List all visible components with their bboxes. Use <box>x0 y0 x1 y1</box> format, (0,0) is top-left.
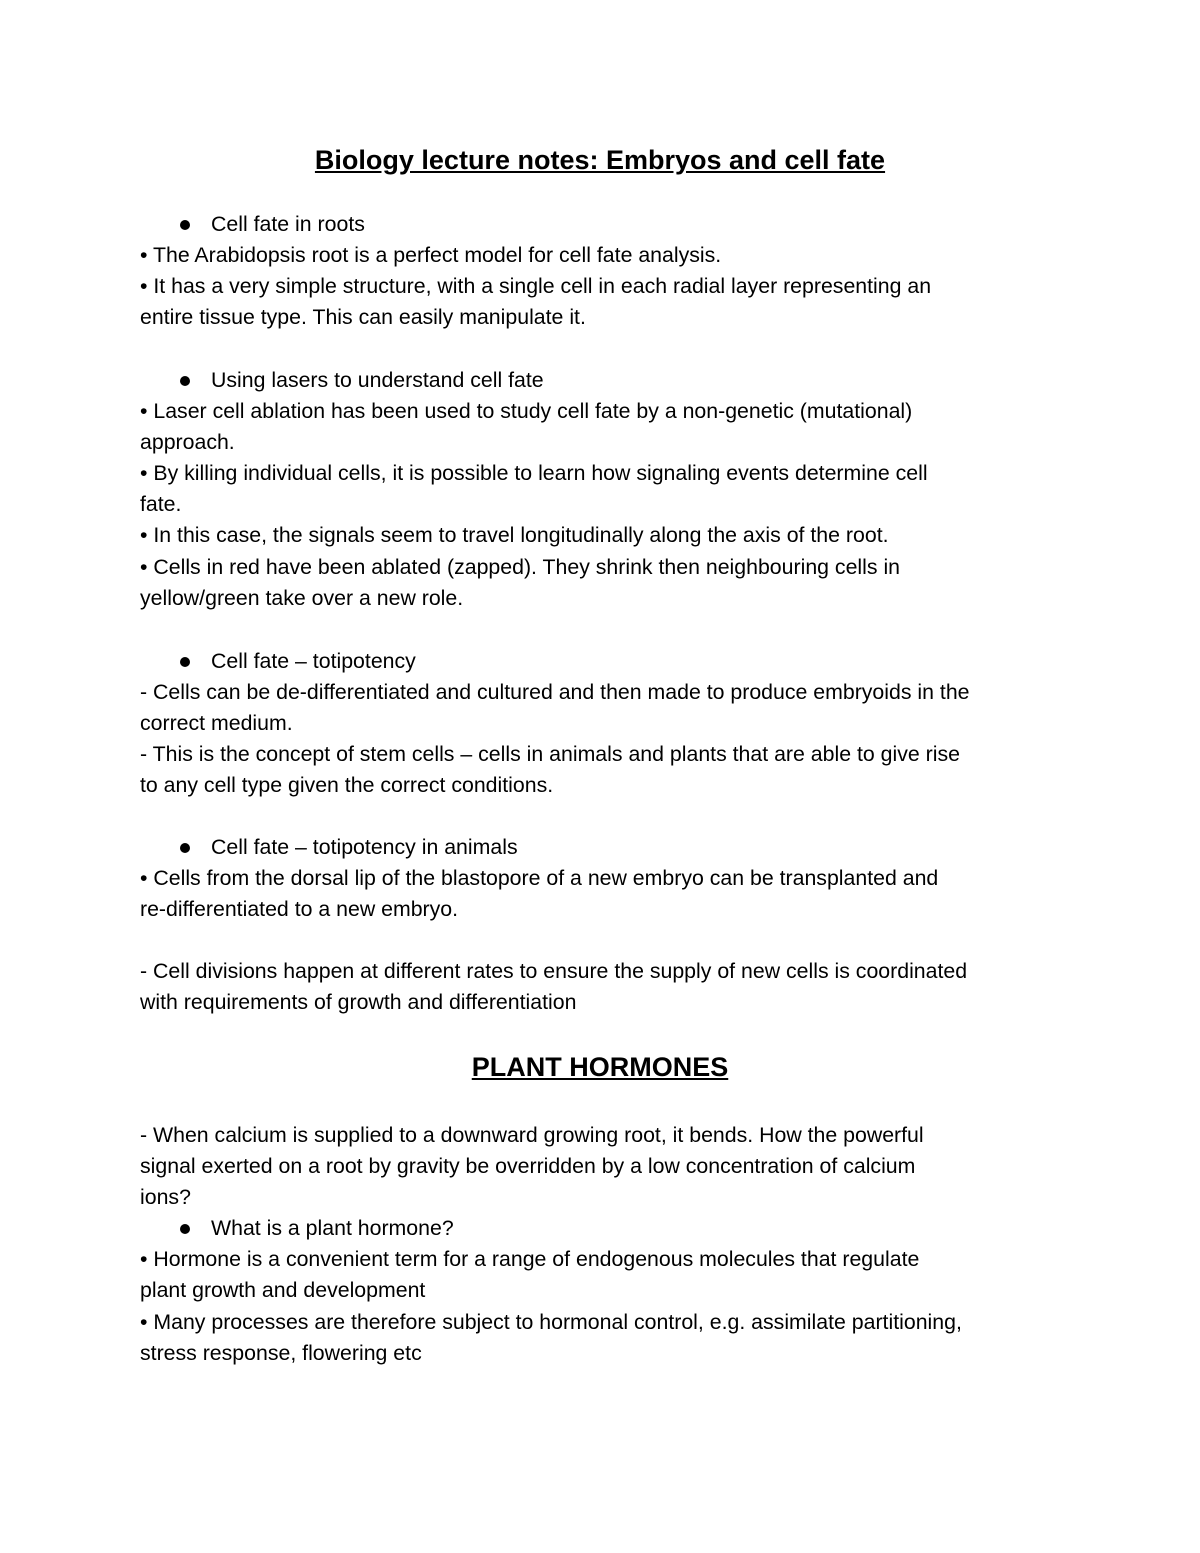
text-line: stress response, flowering etc <box>140 1340 422 1365</box>
section-lasers <box>140 365 1070 614</box>
bullet-dot-icon <box>180 1224 190 1234</box>
text-line: - When calcium is supplied to a downward growing root, it bends. How the powerful <box>140 1123 924 1147</box>
text-line: to any cell type given the correct conditions. <box>140 773 554 798</box>
text-line: • Cells from the dorsal lip of the blastopore of a new embryo can be transplanted and <box>140 866 939 891</box>
section-cell-fate-roots <box>140 209 1070 333</box>
text-line: plant growth and development <box>140 1278 426 1303</box>
bullet-heading <box>140 209 1070 240</box>
text-line: - Cells can be de-differentiated and cultured and then made to produce embryoids in the <box>140 680 970 705</box>
text-line: • Many processes are therefore subject to hormonal control, e.g. assimilate partitioning, <box>140 1309 962 1334</box>
bullet-heading <box>140 832 1070 863</box>
text-line: - This is the concept of stem cells – cells in animals and plants that are able to give rise <box>140 742 960 767</box>
bullet-heading-text: Cell fate – totipotency <box>211 649 416 673</box>
section-totipotency-animals <box>140 832 1070 925</box>
text-line: • Laser cell ablation has been used to study cell fate by a non-genetic (mutational) <box>140 399 913 424</box>
text-line: • It has a very simple structure, with a single cell in each radial layer representing an <box>140 274 932 299</box>
text-line: correct medium. <box>140 711 293 736</box>
text-line: entire tissue type. This can easily manipulate it. <box>140 305 586 330</box>
bullet-dot-icon <box>180 657 190 667</box>
text-line: with requirements of growth and differentiation <box>140 990 577 1015</box>
page-title: Biology lecture notes: Embryos and cell fate <box>314 145 886 175</box>
closing-paragraph <box>140 956 1070 1018</box>
section-totipotency <box>140 646 1070 801</box>
bullet-heading-text: Cell fate – totipotency in animals <box>211 835 518 859</box>
bullet-dot-icon <box>180 376 190 386</box>
bullet-heading-text: What is a plant hormone? <box>211 1216 454 1241</box>
text-line: • The Arabidopsis root is a perfect model for cell fate analysis. <box>140 243 722 268</box>
bullet-dot-icon <box>180 843 190 853</box>
section-heading-plant-hormones: PLANT HORMONES <box>471 1052 729 1082</box>
text-line: • By killing individual cells, it is possible to learn how signaling events determine cell <box>140 461 928 486</box>
text-line: yellow/green take over a new role. <box>140 585 464 610</box>
text-line: • In this case, the signals seem to travel longitudinally along the axis of the root. <box>140 523 889 548</box>
bullet-heading <box>140 646 1070 677</box>
bullet-heading <box>140 1213 1070 1244</box>
bullet-heading <box>140 365 1070 396</box>
section-plant-hormones <box>140 1120 1070 1369</box>
text-line: - Cell divisions happen at different rates to ensure the supply of new cells is coordinated <box>140 959 968 983</box>
text-line: signal exerted on a root by gravity be overridden by a low concentration of calcium <box>140 1154 916 1179</box>
bullet-dot-icon <box>180 220 190 230</box>
bullet-heading-text: Cell fate in roots <box>211 212 365 236</box>
text-line: approach. <box>140 430 235 455</box>
text-line: • Hormone is a convenient term for a range of endogenous molecules that regulate <box>140 1247 920 1272</box>
text-line: • Cells in red have been ablated (zapped). They shrink then neighbouring cells in <box>140 554 901 579</box>
text-line: ions? <box>140 1185 191 1210</box>
bullet-heading-text: Using lasers to understand cell fate <box>211 368 544 392</box>
text-line: re-differentiated to a new embryo. <box>140 897 459 922</box>
text-line: fate. <box>140 492 182 517</box>
